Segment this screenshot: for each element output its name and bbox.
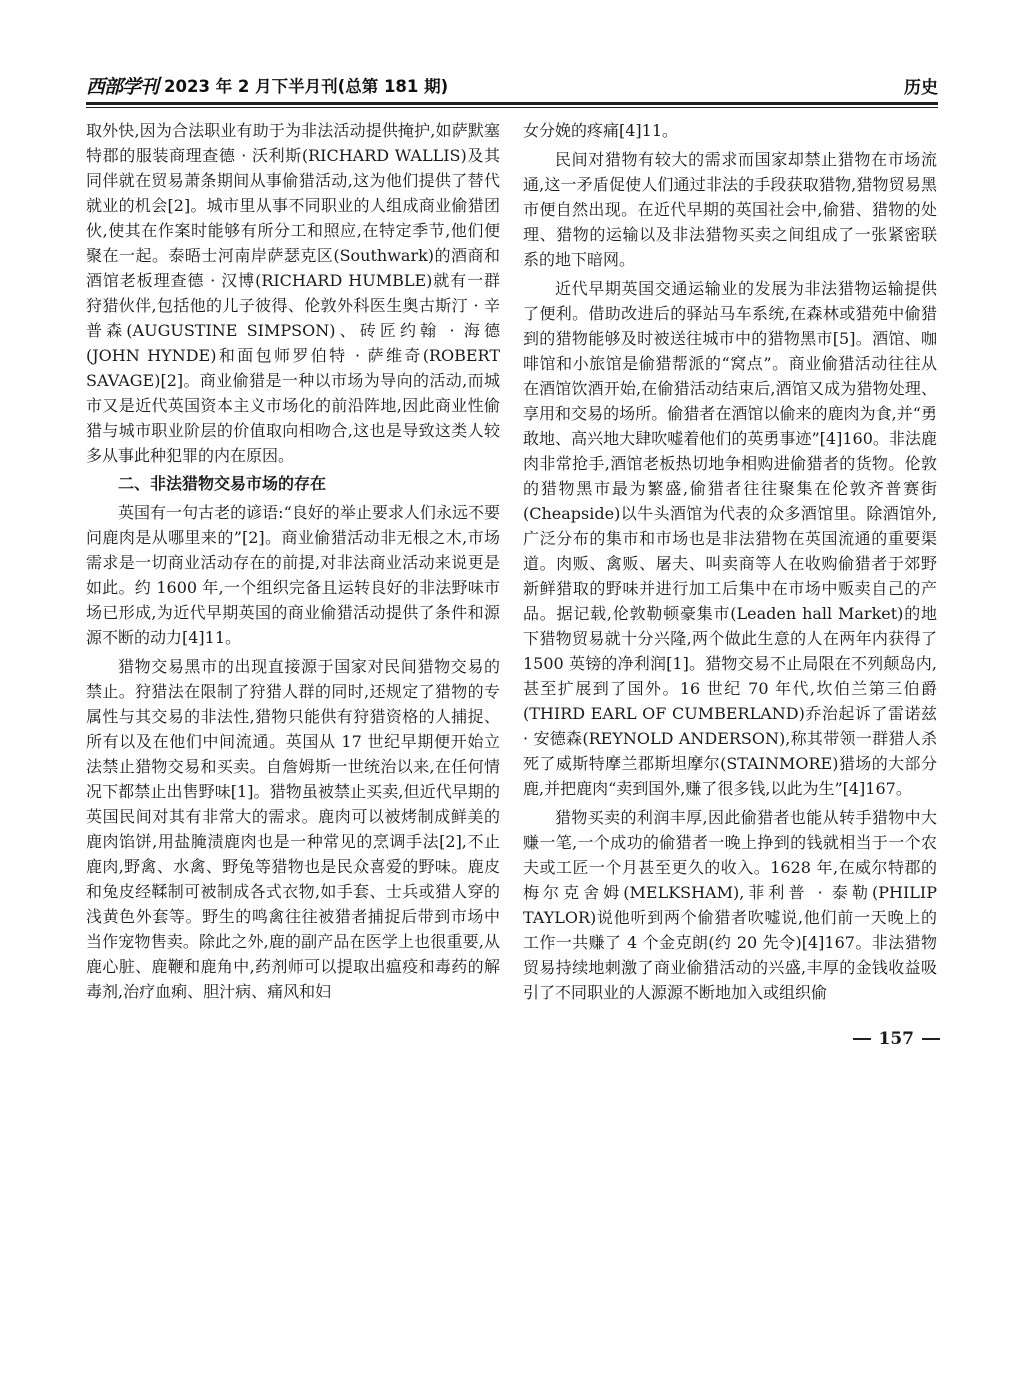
issue-info: 2023 年 2 月下半月刊(总第 181 期) [164,77,449,96]
journal-logo: 西部学刊 [86,75,159,98]
header-left [86,72,448,99]
header-rule-thick [86,102,938,105]
section-title: 历史 [904,77,938,98]
paragraph: 猎物买卖的利润丰厚,因此偷猎者也能从转手猎物中大赚一笔,一个成功的偷猎者一晚上挣到的钱就相当于一个农夫或工匠一个月甚至更久的收入。1628 年,在威尔特郡的梅尔克舍姆(MELKSHAM),菲利普 · 泰勒(PHILIP TAYLOR)说他听到两个偷猎者吹嘘说,他们前一天晚上的工作一共赚了 4 个金克朗(约 20 先令)[4]167。非法猎物贸易持续地刺激了商业偷猎活动的兴盛,丰厚的金钱收益吸引了不同职业的人源源不断地加入或组织偷 [523,808,937,1002]
section-heading: 二、非法猎物交易市场的存在 [118,474,327,493]
footer-dash-left [853,1038,871,1040]
page-footer [840,1024,940,1054]
paragraph: 猎物交易黑市的出现直接源于国家对民间猎物交易的禁止。狩猎法在限制了狩猎人群的同时,还规定了猎物的专属性与其交易的非法性,猎物只能供有狩猎资格的人捕捉、所有以及在他们中间流通。英国从 17 世纪早期便开始立法禁止猎物交易和买卖。自詹姆斯一世统治以来,在任何情况下都禁止出售野味[1]。猎物虽被禁止买卖,但近代早期的英国民间对其有非常大的需求。鹿肉可以被烤制成鲜美的鹿肉馅饼,用盐腌渍鹿肉也是一种常见的烹调手法[2],不止鹿肉,野禽、水禽、野兔等猎物也是民众喜爱的野味。鹿皮和兔皮经鞣制可被制成各式衣物,如手套、士兵或猎人穿的浅黄色外套等。野生的鸣禽往往被猎者捕捉后带到市场中当作宠物售卖。除此之外,鹿的副产品在医学上也很重要,从鹿心脏、鹿鞭和鹿角中,药剂师可以提取出瘟疫和毒药的解毒剂,治疗血痢、胆汁病、痛风和妇 [86,657,500,1001]
header-rule-thin [86,107,938,108]
paragraph: 民间对猎物有较大的需求而国家却禁止猎物在市场流通,这一矛盾促使人们通过非法的手段获取猎物,猎物贸易黑市便自然出现。在近代早期的英国社会中,偷猎、猎物的处理、猎物的运输以及非法猎物买卖之间组成了一张紧密联系的地下暗网。 [523,150,937,269]
paragraph: 女分娩的疼痛[4]11。 [523,121,679,140]
paragraph: 取外快,因为合法职业有助于为非法活动提供掩护,如萨默塞特郡的服装商理查德 · 沃利斯(RICHARD WALLIS)及其同伴就在贸易萧条期间从事偷猎活动,这为他们提供了替代就业的机会[2]。城市里从事不同职业的人组成商业偷猎团伙,使其在作案时能够有所分工和照应,在特定季节,他们便聚在一起。泰晤士河南岸萨瑟克区(Southwark)的酒商和酒馆老板理查德 · 汉博(RICHARD HUMBLE)就有一群狩猎伙伴,包括他的儿子彼得、伦敦外科医生奥古斯汀 · 辛普森(AUGUSTINE SIMPSON)、砖匠约翰 · 海德(JOHN HYNDE)和面包师罗伯特 · 萨维奇(ROBERT SAVAGE)[2]。商业偷猎是一种以市场为导向的活动,而城市又是近代英国资本主义市场化的前沿阵地,因此商业性偷猎与城市职业阶层的价值取向相吻合,这也是导致这类人较多从事此种犯罪的内在原因。 [86,121,500,465]
right-column [523,118,937,1005]
page-header [86,70,938,100]
paragraph: 近代早期英国交通运输业的发展为非法猎物运输提供了便利。借助改进后的驿站马车系统,在森林或猎苑中偷猎到的猎物能够及时被送往城市中的猎物黑市[5]。酒馆、咖啡馆和小旅馆是偷猎帮派的“窝点”。商业偷猎活动往往从在酒馆饮酒开始,在偷猎活动结束后,酒馆又成为猎物处理、享用和交易的场所。偷猎者在酒馆以偷来的鹿肉为食,并“勇敢地、高兴地大肆吹嘘着他们的英勇事迹”[4]160。非法鹿肉非常抢手,酒馆老板热切地争相购进偷猎者的货物。伦敦的猎物黑市最为繁盛,偷猎者往往聚集在伦敦齐普赛街(Cheapside)以牛头酒馆为代表的众多酒馆里。除酒馆外,广泛分布的集市和市场也是非法猎物在英国流通的重要渠道。肉贩、禽贩、屠夫、叫卖商等人在收购偷猎者于郊野新鲜猎取的野味并进行加工后集中在市场中贩卖自己的产品。据记载,伦敦勒顿豪集市(Leaden hall Market)的地下猎物贸易就十分兴隆,两个做此生意的人在两年内获得了 1500 英镑的净利润[1]。猎物交易不止局限在不列颠岛内,甚至扩展到了国外。16 世纪 70 年代,坎伯兰第三伯爵(THIRD EARL OF CUMBERLAND)乔治起诉了雷诺兹 · 安德森(REYNOLD ANDERSON),称其带领一群猎人杀死了威斯特摩兰郡斯坦摩尔(STAINMORE)猎场的大部分鹿,并把鹿肉“卖到国外,赚了很多钱,以此为生”[4]167。 [523,279,937,798]
footer-dash-right [922,1038,940,1040]
paragraph: 英国有一句古老的谚语:“良好的举止要求人们永远不要问鹿肉是从哪里来的”[2]。商业偷猎活动非无根之木,市场需求是一切商业活动存在的前提,对非法商业活动来说更是如此。约 1600 年,一个组织完备且运转良好的非法野味市场已形成,为近代早期英国的商业偷猎活动提供了条件和源源不断的动力[4]11。 [86,503,500,647]
left-column [86,118,500,1004]
page-number: 157 [878,1029,914,1049]
